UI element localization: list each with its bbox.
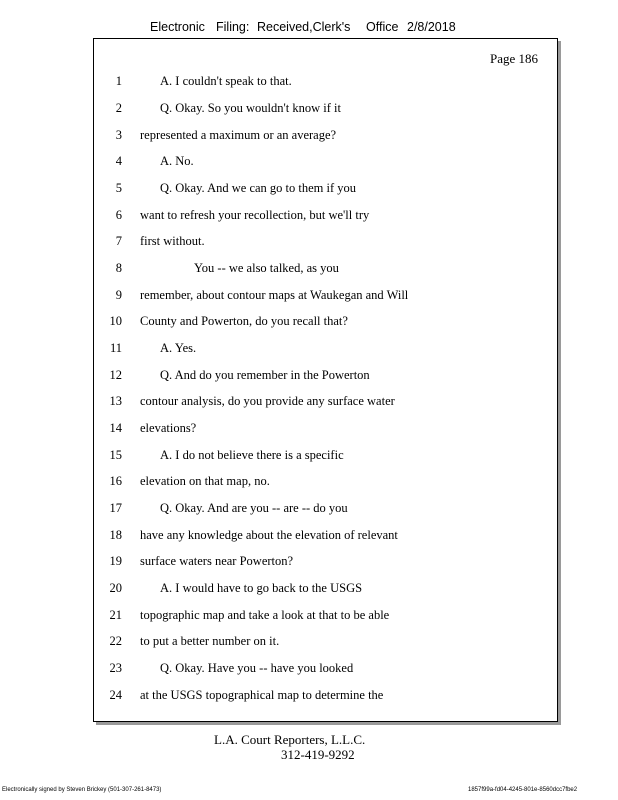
line-text: A. I do not believe there is a specific [160, 448, 344, 462]
transcript-line [94, 368, 557, 386]
line-text: Q. Okay. Have you -- have you looked [160, 661, 354, 675]
line-number: 22 [109, 634, 122, 648]
line-number: 2 [115, 101, 122, 115]
line-text: have any knowledge about the elevation of relevant [140, 528, 398, 542]
line-number: 20 [109, 581, 122, 595]
line-number: 3 [115, 128, 122, 142]
line-text: Q. Okay. And we can go to them if you [160, 181, 357, 195]
transcript-line [94, 74, 557, 92]
line-text: A. No. [160, 154, 194, 168]
transcript-line [94, 208, 557, 226]
transcript-line [94, 528, 557, 546]
line-text: at the USGS topographical map to determine the [140, 688, 384, 702]
line-number: 15 [109, 448, 122, 462]
transcript-line [94, 554, 557, 572]
line-text: County and Powerton, do you recall that? [140, 314, 348, 328]
line-number: 4 [115, 154, 122, 168]
transcript-line [94, 154, 557, 172]
line-number: 14 [109, 421, 122, 435]
line-text: represented a maximum or an average? [140, 128, 337, 142]
header-date: 2/8/2018 [407, 20, 456, 34]
line-number: 18 [109, 528, 122, 542]
line-text: elevation on that map, no. [140, 474, 270, 488]
header-word-filing: Filing: [216, 20, 250, 34]
line-text: first without. [140, 234, 205, 248]
line-text: A. I would have to go back to the USGS [160, 581, 363, 595]
page-number: Page 186 [489, 51, 538, 66]
line-number: 6 [115, 208, 122, 222]
electronic-signature-note: Electronically signed by Steven Brickey (501-307-261-8473) [2, 787, 162, 793]
line-text: surface waters near Powerton? [140, 554, 294, 568]
court-reporter-name: L.A. Court Reporters, L.L.C. [214, 732, 366, 747]
line-text: You -- we also talked, as you [194, 261, 339, 275]
transcript-line [94, 394, 557, 412]
header-word-received: Received,Clerk's [257, 20, 351, 34]
line-number: 13 [109, 394, 122, 408]
transcript-line [94, 128, 557, 146]
line-number: 8 [115, 261, 122, 275]
transcript-page-frame [93, 38, 558, 722]
line-number: 5 [115, 181, 122, 195]
transcript-line [94, 181, 557, 199]
line-number: 11 [109, 341, 122, 355]
document-hash: 1857f99a-fd04-4245-801e-8560dcc7fbe2 [468, 787, 578, 793]
line-number: 17 [109, 501, 122, 515]
line-text: to put a better number on it. [140, 634, 280, 648]
transcript-line [94, 501, 557, 519]
line-number: 19 [109, 554, 122, 568]
line-text: A. Yes. [160, 341, 197, 355]
transcript-line [94, 421, 557, 439]
line-text: Q. And do you remember in the Powerton [160, 368, 370, 382]
header-word-office: Office [366, 20, 399, 34]
line-number: 24 [109, 688, 122, 702]
line-number: 10 [109, 314, 122, 328]
header-word-electronic: Electronic [150, 20, 205, 34]
line-text: A. I couldn't speak to that. [160, 74, 292, 88]
filing-header [0, 20, 618, 38]
transcript-line [94, 474, 557, 492]
line-text: Q. Okay. And are you -- are -- do you [160, 501, 348, 515]
transcript-line [94, 261, 557, 279]
transcript-line [94, 608, 557, 626]
transcript-line [94, 101, 557, 119]
transcript-line [94, 448, 557, 466]
line-number: 12 [109, 368, 122, 382]
transcript-line [94, 288, 557, 306]
transcript-line [94, 661, 557, 679]
line-text: elevations? [140, 421, 197, 435]
transcript-line [94, 341, 557, 359]
transcript-line [94, 688, 557, 706]
transcript-line [94, 581, 557, 599]
line-number: 7 [115, 234, 122, 248]
line-number: 1 [115, 74, 122, 88]
transcript-line [94, 634, 557, 652]
line-number: 21 [109, 608, 122, 622]
transcript-line [94, 234, 557, 252]
line-text: contour analysis, do you provide any surface water [140, 394, 395, 408]
line-text: topographic map and take a look at that to be able [140, 608, 390, 622]
line-text: remember, about contour maps at Waukegan and Will [140, 288, 409, 302]
line-number: 23 [109, 661, 122, 675]
court-reporter-phone: 312-419-9292 [281, 747, 355, 762]
transcript-line [94, 314, 557, 332]
line-text: want to refresh your recollection, but we'll try [140, 208, 370, 222]
line-number: 9 [115, 288, 122, 302]
line-number: 16 [109, 474, 122, 488]
line-text: Q. Okay. So you wouldn't know if it [160, 101, 341, 115]
